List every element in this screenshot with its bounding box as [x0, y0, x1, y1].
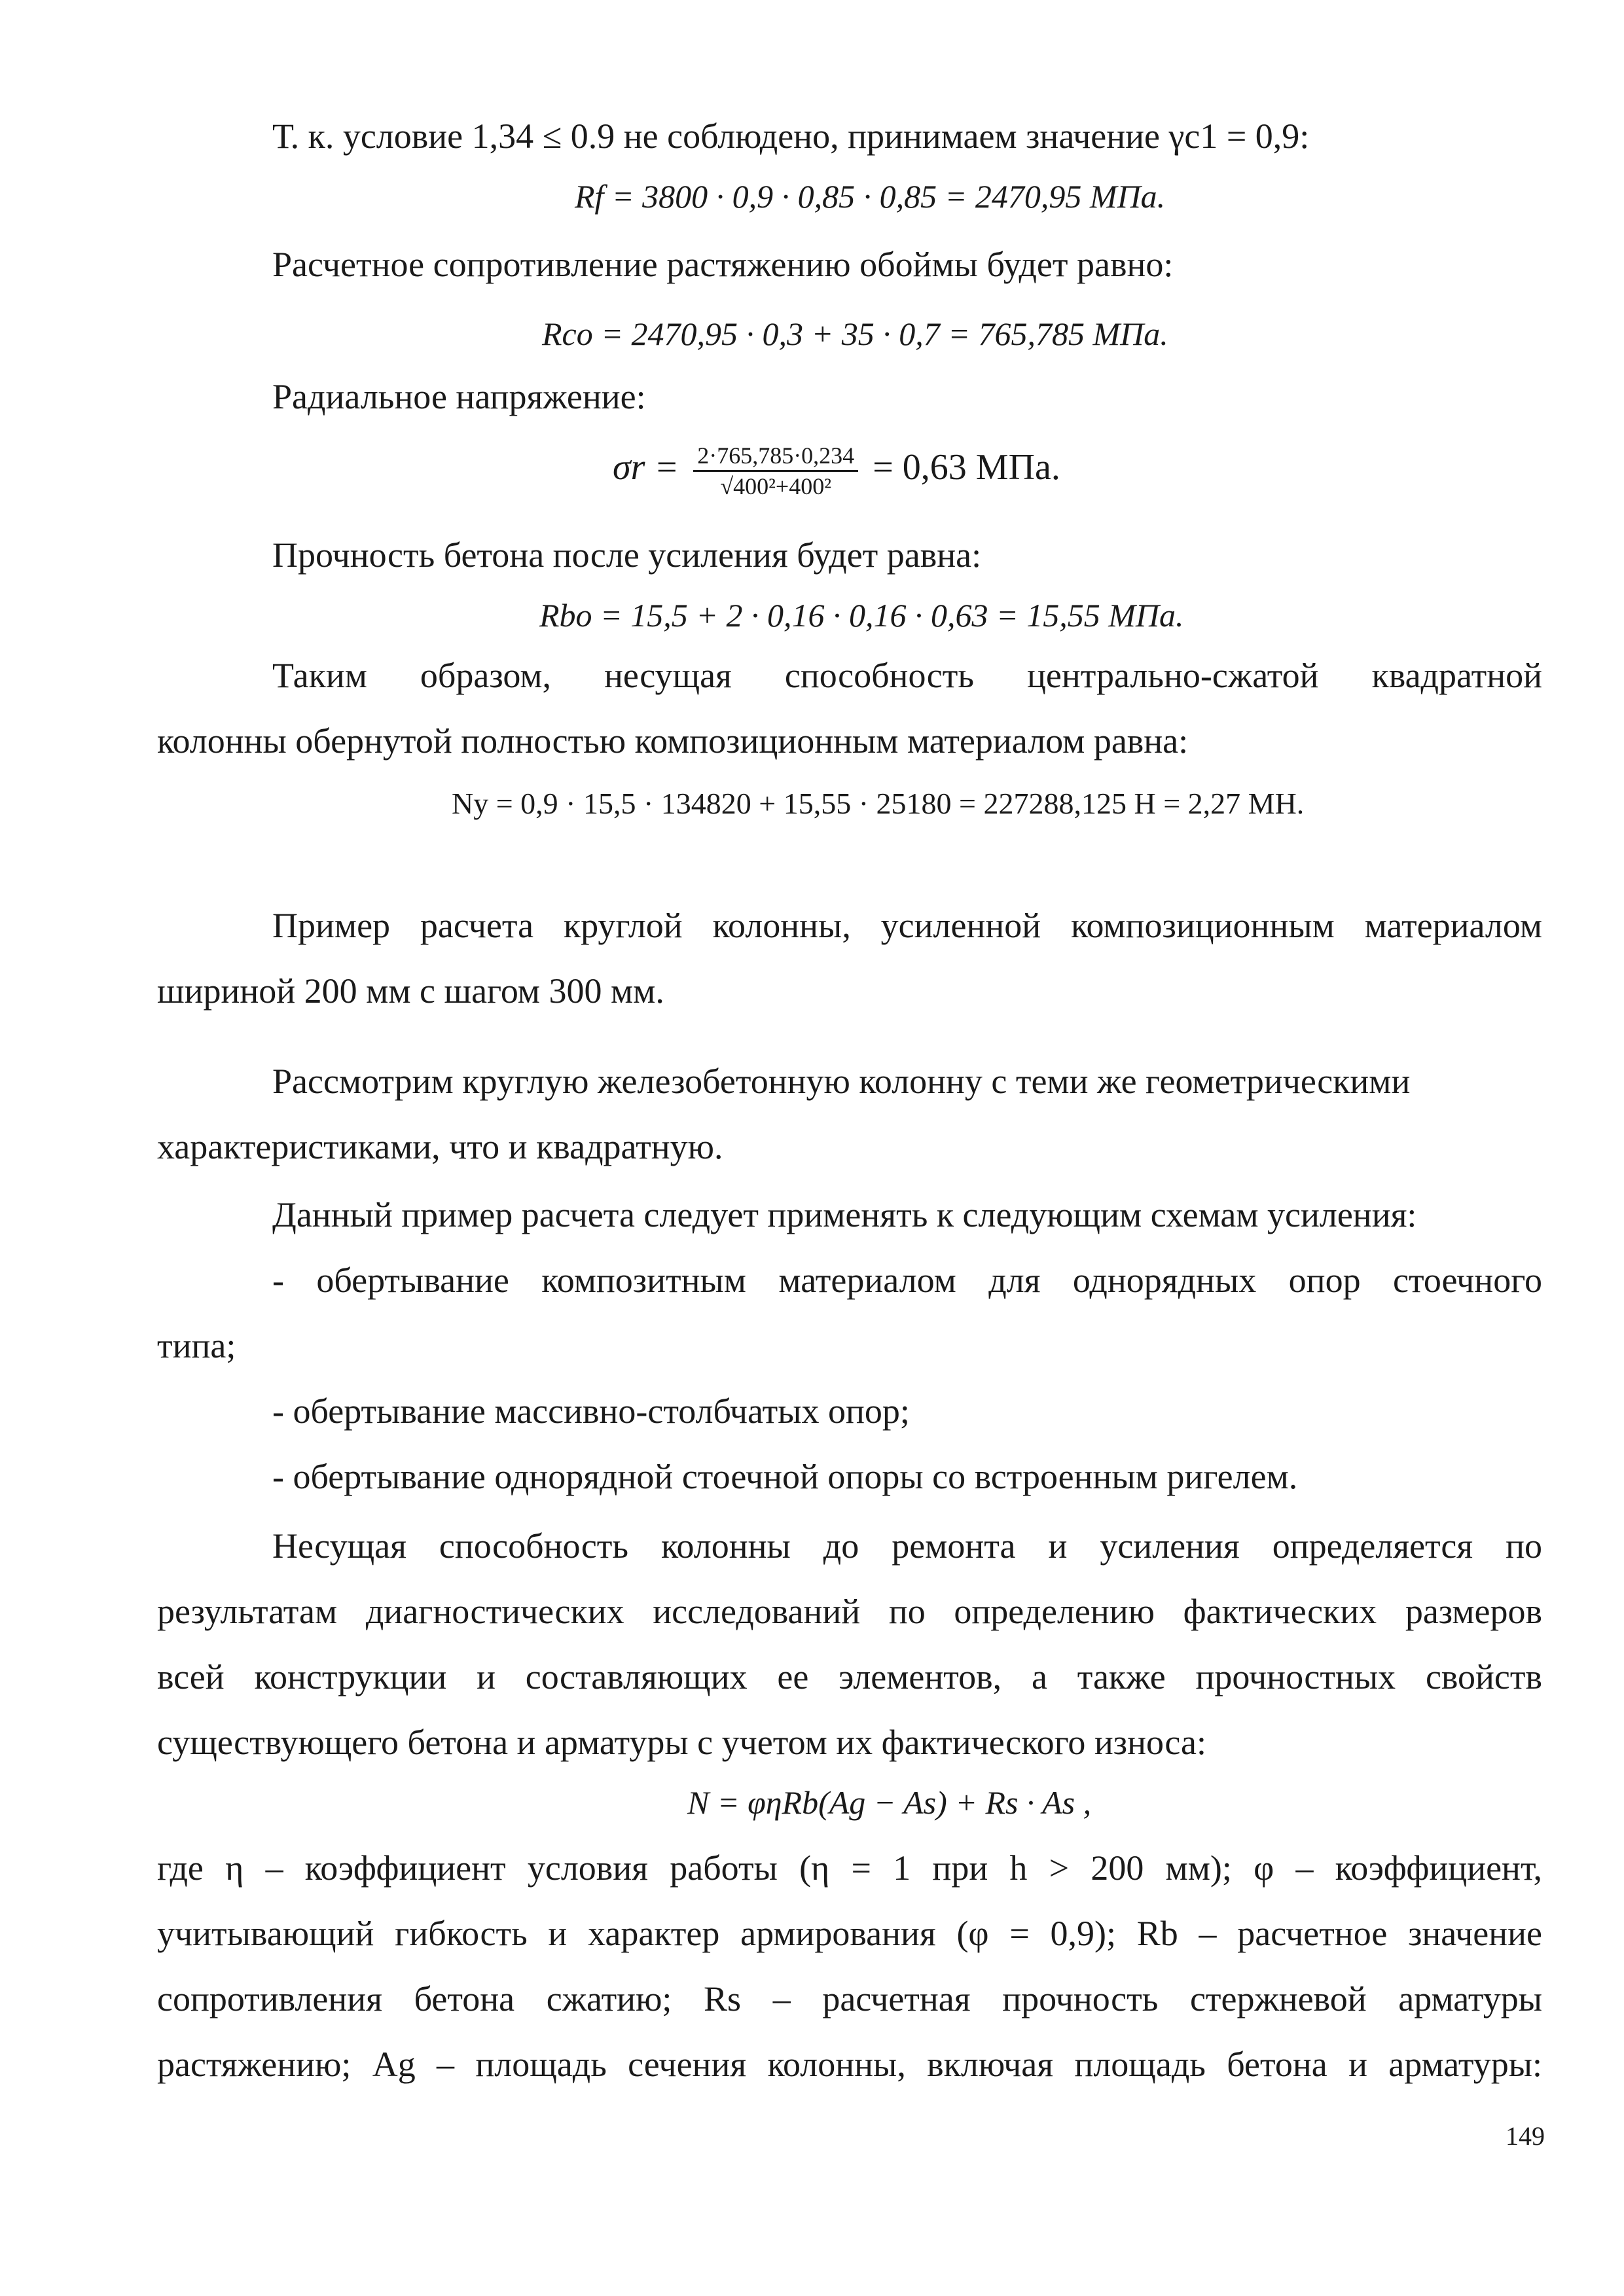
fraction — [693, 441, 858, 501]
list-item-1-line1: - обертывание композитным материалом для однорядных опор стоечного — [272, 1261, 1542, 1300]
list-item-1-line2: типа; — [157, 1326, 236, 1365]
paragraph-round-column-line1: Рассмотрим круглую железобетонную колонну с теми же геометрическими — [272, 1062, 1411, 1101]
paragraph-condition: Т. к. условие 1,34 ≤ 0.9 не соблюдено, принимаем значение γc1 = 0,9: — [272, 117, 1310, 156]
paragraph-round-column-line2: характеристиками, что и квадратную. — [157, 1127, 723, 1166]
formula-rbo: Rbo = 15,5 + 2 · 0,16 · 0,16 · 0,63 = 15,55 МПа. — [539, 597, 1184, 634]
paragraph-concrete-strength: Прочность бетона после усиления будет равна: — [272, 535, 982, 575]
paragraph-capacity-line3: всей конструкции и составляющих ее элементов, а также прочностных свойств — [157, 1657, 1542, 1696]
paragraph-bearing-capacity-line1: Таким образом, несущая способность центрально-сжатой квадратной — [272, 656, 1542, 695]
paragraph-radial-stress: Радиальное напряжение: — [272, 377, 646, 416]
formula-sigma-lhs: σr = — [613, 447, 679, 488]
paragraph-capacity-line2: результатам диагностических исследований по определению фактических размеров — [157, 1592, 1542, 1631]
paragraph-where-line1: где η – коэффициент условия работы (η = 1 при h > 200 мм); φ – коэффициент, — [157, 1848, 1542, 1888]
formula-sigma-rhs: = 0,63 МПа. — [873, 447, 1060, 488]
paragraph-example-line1: Пример расчета круглой колонны, усиленной композиционным материалом — [272, 906, 1542, 945]
paragraph-where-line2: учитывающий гибкость и характер армирования (φ = 0,9); Rb – расчетное значение — [157, 1914, 1542, 1953]
list-item-2: - обертывание массивно-столбчатых опор; — [272, 1391, 910, 1431]
fraction-denominator: √400²+400² — [720, 473, 832, 499]
formula-rf: Rf = 3800 · 0,9 · 0,85 · 0,85 = 2470,95 МПа. — [575, 178, 1166, 215]
paragraph-capacity-line4: существующего бетона и арматуры с учетом их фактического износа: — [157, 1723, 1206, 1762]
paragraph-example-line2: шириной 200 мм с шагом 300 мм. — [157, 971, 664, 1011]
paragraph-where-line4: растяжению; Ag – площадь сечения колонны, включая площадь бетона и арматуры: — [157, 2045, 1542, 2084]
formula-sigma-r — [613, 435, 1060, 501]
paragraph-tensile-resistance: Расчетное сопротивление растяжению обоймы будет равно: — [272, 245, 1174, 284]
fraction-numerator: 2·765,785·0,234 — [693, 441, 858, 472]
paragraph-bearing-capacity-line2: колонны обернутой полностью композиционным материалом равна: — [157, 721, 1189, 761]
paragraph-where-line3: сопротивления бетона сжатию; Rs – расчетная прочность стержневой арматуры — [157, 1979, 1542, 2018]
formula-ny: Ny = 0,9 · 15,5 · 134820 + 15,55 · 25180 = 227288,125 Н = 2,27 МН. — [452, 787, 1305, 820]
formula-n: N = φηRb(Ag − As) + Rs · As , — [687, 1784, 1092, 1821]
paragraph-capacity-line1: Несущая способность колонны до ремонта и усиления определяется по — [272, 1526, 1542, 1566]
paragraph-schemes-intro: Данный пример расчета следует применять к следующим схемам усиления: — [272, 1195, 1417, 1234]
formula-rco: Rco = 2470,95 · 0,3 + 35 · 0,7 = 765,785 МПа. — [542, 315, 1168, 352]
page-number: 149 — [1506, 2121, 1545, 2151]
list-item-3: - обертывание однорядной стоечной опоры со встроенным ригелем. — [272, 1457, 1298, 1496]
